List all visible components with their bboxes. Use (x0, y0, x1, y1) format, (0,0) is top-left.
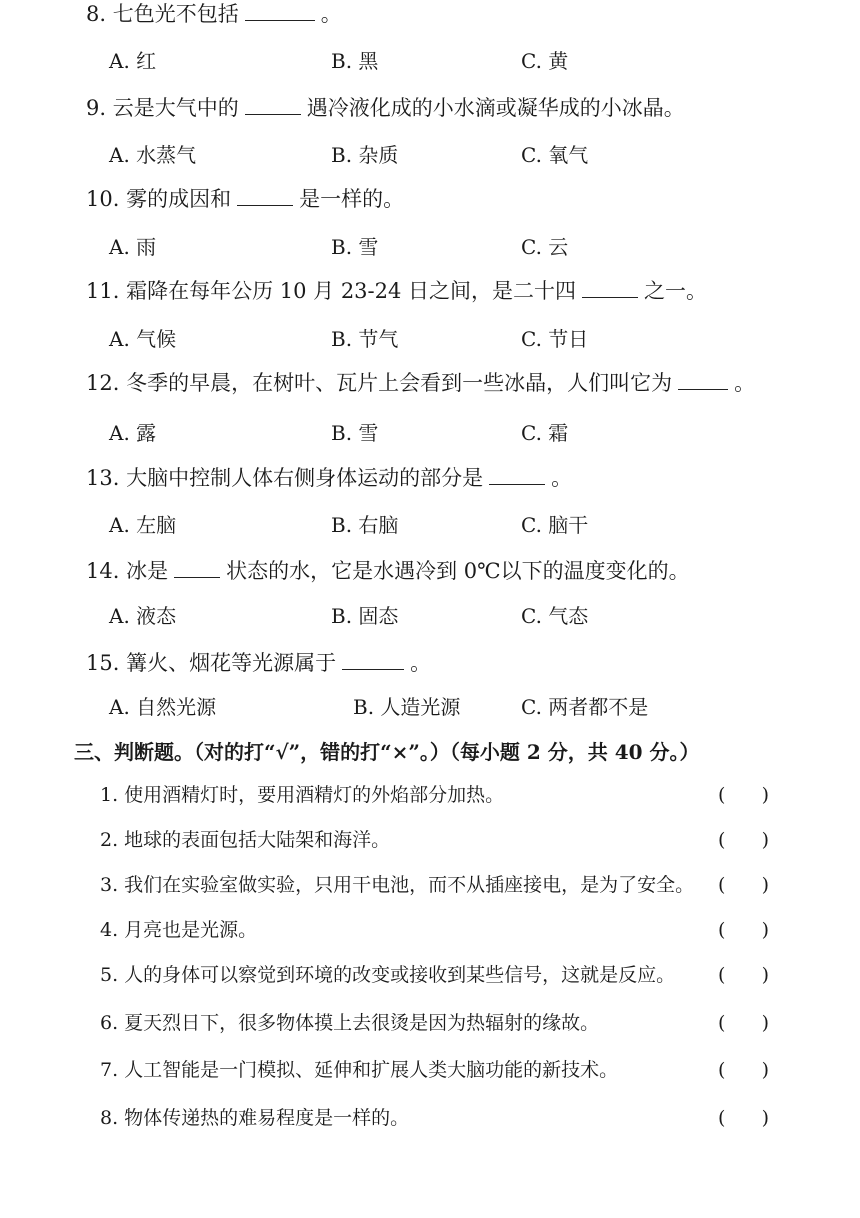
question-text: 。 (734, 371, 756, 395)
answer-parentheses[interactable]: ( ) (718, 1012, 770, 1034)
judgment-text: 4. 月亮也是光源。 (100, 919, 258, 941)
judgment-item-3 (100, 872, 790, 898)
option-a[interactable]: A. 水蒸气 (109, 143, 197, 167)
question-8 (86, 2, 342, 26)
option-b[interactable]: B. 人造光源 (353, 695, 461, 719)
option-b[interactable]: B. 黑 (331, 49, 379, 73)
option-c[interactable]: C. 氧气 (521, 143, 589, 167)
question-text: 12. 冬季的早晨，在树叶、瓦片上会看到一些冰晶，人们叫它为 (86, 371, 673, 395)
judgment-text: 7. 人工智能是一门模拟、延伸和扩展人类大脑功能的新技术。 (100, 1059, 619, 1081)
question-13 (86, 466, 572, 490)
judgment-text: 2. 地球的表面包括大陆架和海洋。 (100, 829, 391, 851)
option-c[interactable]: C. 云 (521, 235, 569, 259)
question-text: 。 (551, 466, 573, 490)
option-b[interactable]: B. 固态 (331, 604, 399, 628)
section-heading: 三、判断题。（对的打“√”，错的打“×”。）（每小题 2 分，共 40 分。） (74, 740, 700, 764)
option-a[interactable]: A. 雨 (109, 235, 157, 259)
judgment-item-1 (100, 782, 790, 808)
options-9 (109, 142, 809, 168)
answer-parentheses[interactable]: ( ) (718, 919, 770, 941)
options-12 (109, 420, 809, 446)
options-11 (109, 326, 809, 352)
option-c[interactable]: C. 霜 (521, 421, 569, 445)
answer-parentheses[interactable]: ( ) (718, 784, 770, 806)
option-a[interactable]: A. 气候 (109, 327, 177, 351)
question-14 (86, 559, 690, 583)
answer-blank[interactable] (245, 2, 315, 21)
option-b[interactable]: B. 右脑 (331, 513, 399, 537)
option-b[interactable]: B. 杂质 (331, 143, 399, 167)
question-text: 是一样的。 (299, 187, 405, 211)
question-text: 之一。 (644, 279, 708, 303)
judgment-item-5 (100, 962, 790, 988)
answer-parentheses[interactable]: ( ) (718, 874, 770, 896)
question-text: 13. 大脑中控制人体右侧身体运动的部分是 (86, 466, 484, 490)
question-text: 。 (410, 651, 432, 675)
question-text: 9. 云是大气中的 (86, 96, 239, 120)
question-text: 状态的水，它是水遇冷到 0℃以下的温度变化的。 (226, 559, 690, 583)
answer-parentheses[interactable]: ( ) (718, 1107, 770, 1129)
options-14 (109, 603, 809, 629)
option-c[interactable]: C. 脑干 (521, 513, 589, 537)
option-a[interactable]: A. 自然光源 (109, 695, 217, 719)
option-a[interactable]: A. 左脑 (109, 513, 177, 537)
option-a[interactable]: A. 露 (109, 421, 157, 445)
option-a[interactable]: A. 液态 (109, 604, 177, 628)
question-text: 11. 霜降在每年公历 10 月 23-24 日之间，是二十四 (86, 279, 577, 303)
options-8 (109, 48, 809, 74)
judgment-item-6 (100, 1010, 790, 1036)
judgment-text: 1. 使用酒精灯时，要用酒精灯的外焰部分加热。 (100, 784, 505, 806)
question-text: 14. 冰是 (86, 559, 169, 583)
option-b[interactable]: B. 雪 (331, 421, 379, 445)
option-c[interactable]: C. 黄 (521, 49, 569, 73)
answer-blank[interactable] (489, 466, 545, 485)
question-9 (86, 96, 685, 120)
answer-parentheses[interactable]: ( ) (718, 964, 770, 986)
question-text: 。 (320, 2, 342, 26)
answer-blank[interactable] (245, 96, 301, 115)
question-text: 遇冷液化成的小水滴或凝华成的小冰晶。 (306, 96, 685, 120)
option-b[interactable]: B. 节气 (331, 327, 399, 351)
judgment-text: 3. 我们在实验室做实验，只用干电池，而不从插座接电，是为了安全。 (100, 874, 695, 896)
question-text: 15. 篝火、烟花等光源属于 (86, 651, 337, 675)
options-10 (109, 234, 809, 260)
answer-blank[interactable] (582, 279, 638, 298)
judgment-item-4 (100, 917, 790, 943)
option-c[interactable]: C. 节日 (521, 327, 589, 351)
answer-parentheses[interactable]: ( ) (718, 1059, 770, 1081)
question-15 (86, 651, 431, 675)
answer-blank[interactable] (342, 651, 404, 670)
question-text: 10. 雾的成因和 (86, 187, 232, 211)
judgment-text: 6. 夏天烈日下，很多物体摸上去很烫是因为热辐射的缘故。 (100, 1012, 600, 1034)
judgment-item-7 (100, 1057, 790, 1083)
answer-blank[interactable] (678, 371, 728, 390)
option-c[interactable]: C. 两者都不是 (521, 695, 649, 719)
answer-parentheses[interactable]: ( ) (718, 829, 770, 851)
judgment-text: 8. 物体传递热的难易程度是一样的。 (100, 1107, 410, 1129)
options-13 (109, 512, 809, 538)
question-12 (86, 371, 755, 395)
option-b[interactable]: B. 雪 (331, 235, 379, 259)
question-11 (86, 279, 707, 303)
answer-blank[interactable] (174, 559, 220, 578)
option-c[interactable]: C. 气态 (521, 604, 589, 628)
judgment-item-2 (100, 827, 790, 853)
question-10 (86, 187, 404, 211)
question-text: 8. 七色光不包括 (86, 2, 239, 26)
judgment-text: 5. 人的身体可以察觉到环境的改变或接收到某些信号，这就是反应。 (100, 964, 676, 986)
answer-blank[interactable] (237, 187, 293, 206)
options-15 (109, 694, 809, 720)
option-a[interactable]: A. 红 (109, 49, 157, 73)
judgment-item-8 (100, 1105, 790, 1131)
